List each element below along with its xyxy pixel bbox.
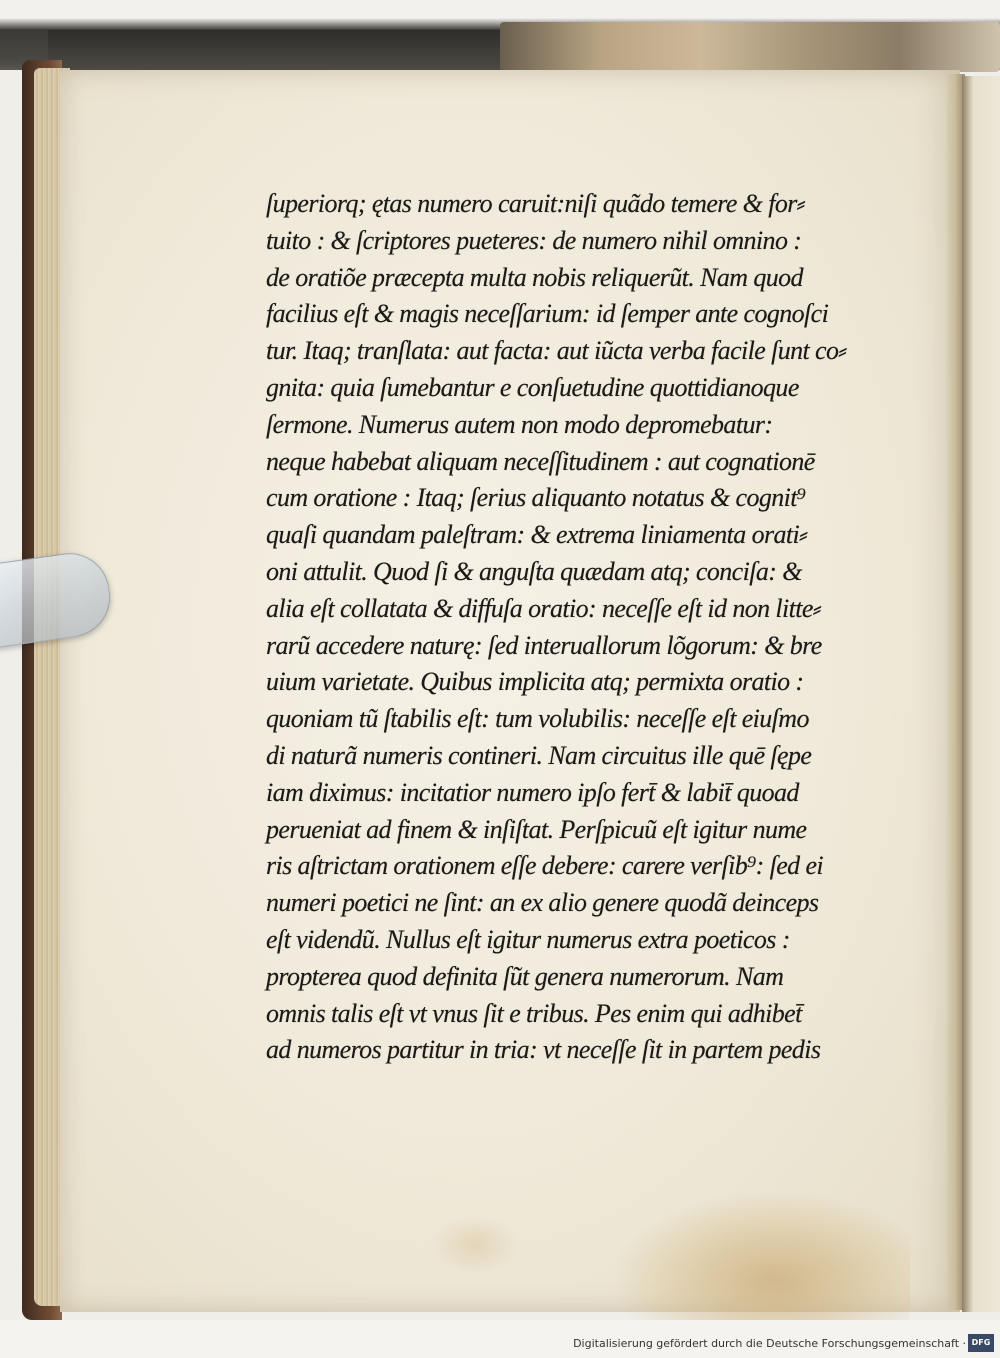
text-line: rarũ accedere naturę: ſed interuallorum lõgorum: & bre [266,630,822,660]
dfg-logo: DFG [968,1334,994,1352]
facing-page-edge [962,76,1000,1312]
text-line: quaſi quandam paleſtram: & extrema liniamenta orati⸗ [266,520,808,550]
text-line: numeri poetici ne ſint: an ex alio genere quodã deinceps [266,888,819,918]
text-line: gnita: quia ſumebantur e conſuetudine quottidianoque [266,372,799,402]
text-line: propterea quod definita ſũt genera numerorum. Nam [266,961,784,991]
text-line: quoniam tũ ſtabilis eſt: tum volubilis: neceſſe eſt eiuſmo [266,704,809,734]
text-line: facilius eſt & magis neceſſarium: id ſemper ante cognoſci [266,299,829,329]
text-line: omnis talis eſt vt vnus ſit e tribus. Pes enim qui adhibet̄ [266,998,802,1028]
text-line: perueniat ad finem & inſiſtat. Perſpicuũ eſt igitur nume [266,814,807,844]
book-cover-top [48,30,508,70]
text-line: iam diximus: incitatior numero ipſo fert̄ & labit̄ quoad [266,777,799,807]
text-line: neque habebat aliquam neceſſitudinem : aut cognationē [266,446,815,476]
text-line: alia eſt collatata & diffuſa oratio: neceſſe eſt id non litte⸗ [266,593,821,623]
text-line: ris aſtrictam orationem eſſe debere: carere verſib⁹: ſed ei [266,851,824,881]
text-line: ad numeros partitur in tria: vt neceſſe ſit in partem pedis [266,1035,821,1065]
text-line: uium varietate. Quibus implicita atq; permixta oratio : [266,667,804,697]
text-line: tuito : & ſcriptores pueteres: de numero nihil omnino : [266,225,802,255]
digitization-credit: Digitalisierung gefördert durch die Deutsche Forschungsgemeinschaft · [573,1337,966,1350]
text-line: eſt videndũ. Nullus eſt igitur numerus extra poeticos : [266,924,790,954]
text-block [266,186,886,1069]
text-line: cum oratione : Itaq; ſerius aliquanto notatus & cognit⁹ [266,483,806,513]
text-line: ſermone. Numerus autem non modo depromebatur: [266,409,773,439]
text-line: oni attulit. Quod ſi & anguſta quædam atq; conciſa: & [266,556,802,586]
text-line: de oratiõe præcepta multa nobis reliquerũt. Nam quod [266,262,803,292]
text-line: di naturã numeris contineri. Nam circuitus ille quē ſępe [266,740,812,770]
text-line: ſuperiorq; ętas numero caruit:niſi quãdo temere & for⸗ [266,189,805,218]
water-stain-small [430,1215,520,1275]
book-spine [500,22,1000,72]
text-line: tur. Itaq; tranſlata: aut facta: aut iũcta verba facile ſunt co⸗ [266,336,847,366]
water-stain [610,1190,910,1320]
